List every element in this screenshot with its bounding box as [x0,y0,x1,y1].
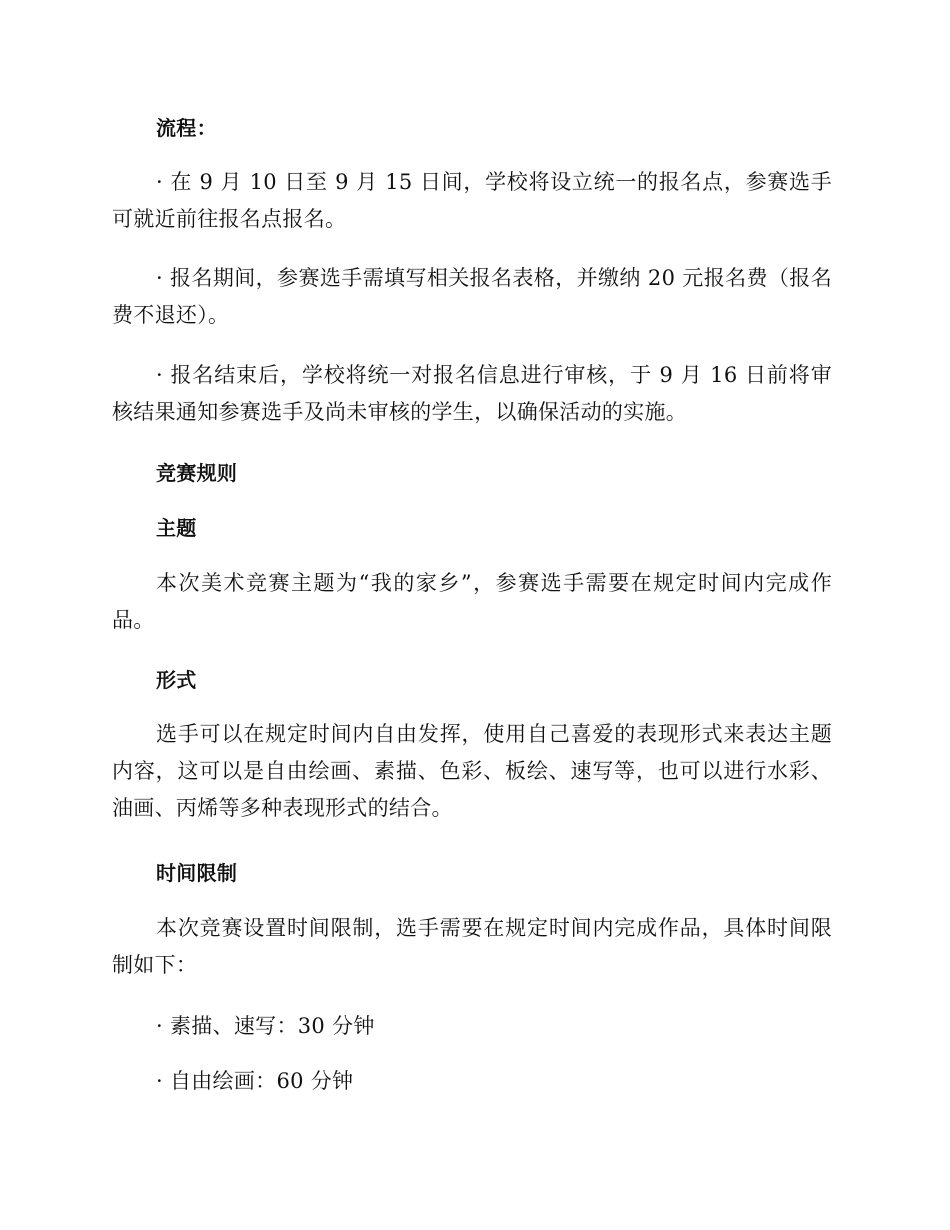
time-heading: 时间限制 [156,861,238,885]
time-text: 本次竞赛设置时间限制，选手需要在规定时间内完成作品，具体时间限制如下： [112,916,832,977]
time-item-1: · 素描、速写：30 分钟 [156,1014,375,1038]
rules-heading: 竞赛规则 [156,461,238,485]
form-text: 选手可以在规定时间内自由发挥，使用自己喜爱的表现形式来表达主题内容，这可以是自由绘画、素描、色彩、板绘、速写等，也可以进行水彩、油画、丙烯等多种表现形式的结合。 [112,722,832,820]
theme-text: 本次美术竞赛主题为“我的家乡”，参赛选手需要在规定时间内完成作品。 [112,571,832,632]
form-heading: 形式 [156,668,197,692]
process-heading: 流程： [156,116,217,140]
theme-heading: 主题 [156,516,197,540]
process-item-2: · 报名期间，参赛选手需填写相关报名表格，并缴纳 20 元报名费（报名费不退还）。 [112,266,832,327]
process-item-1: · 在 9 月 10 日至 9 月 15 日间，学校将设立统一的报名点，参赛选手可就近前往报名点报名。 [112,170,832,231]
process-item-3: · 报名结束后，学校将统一对报名信息进行审核，于 9 月 16 日前将审核结果通知参赛选手及尚未审核的学生，以确保活动的实施。 [112,363,832,424]
time-item-2: · 自由绘画：60 分钟 [156,1069,354,1093]
